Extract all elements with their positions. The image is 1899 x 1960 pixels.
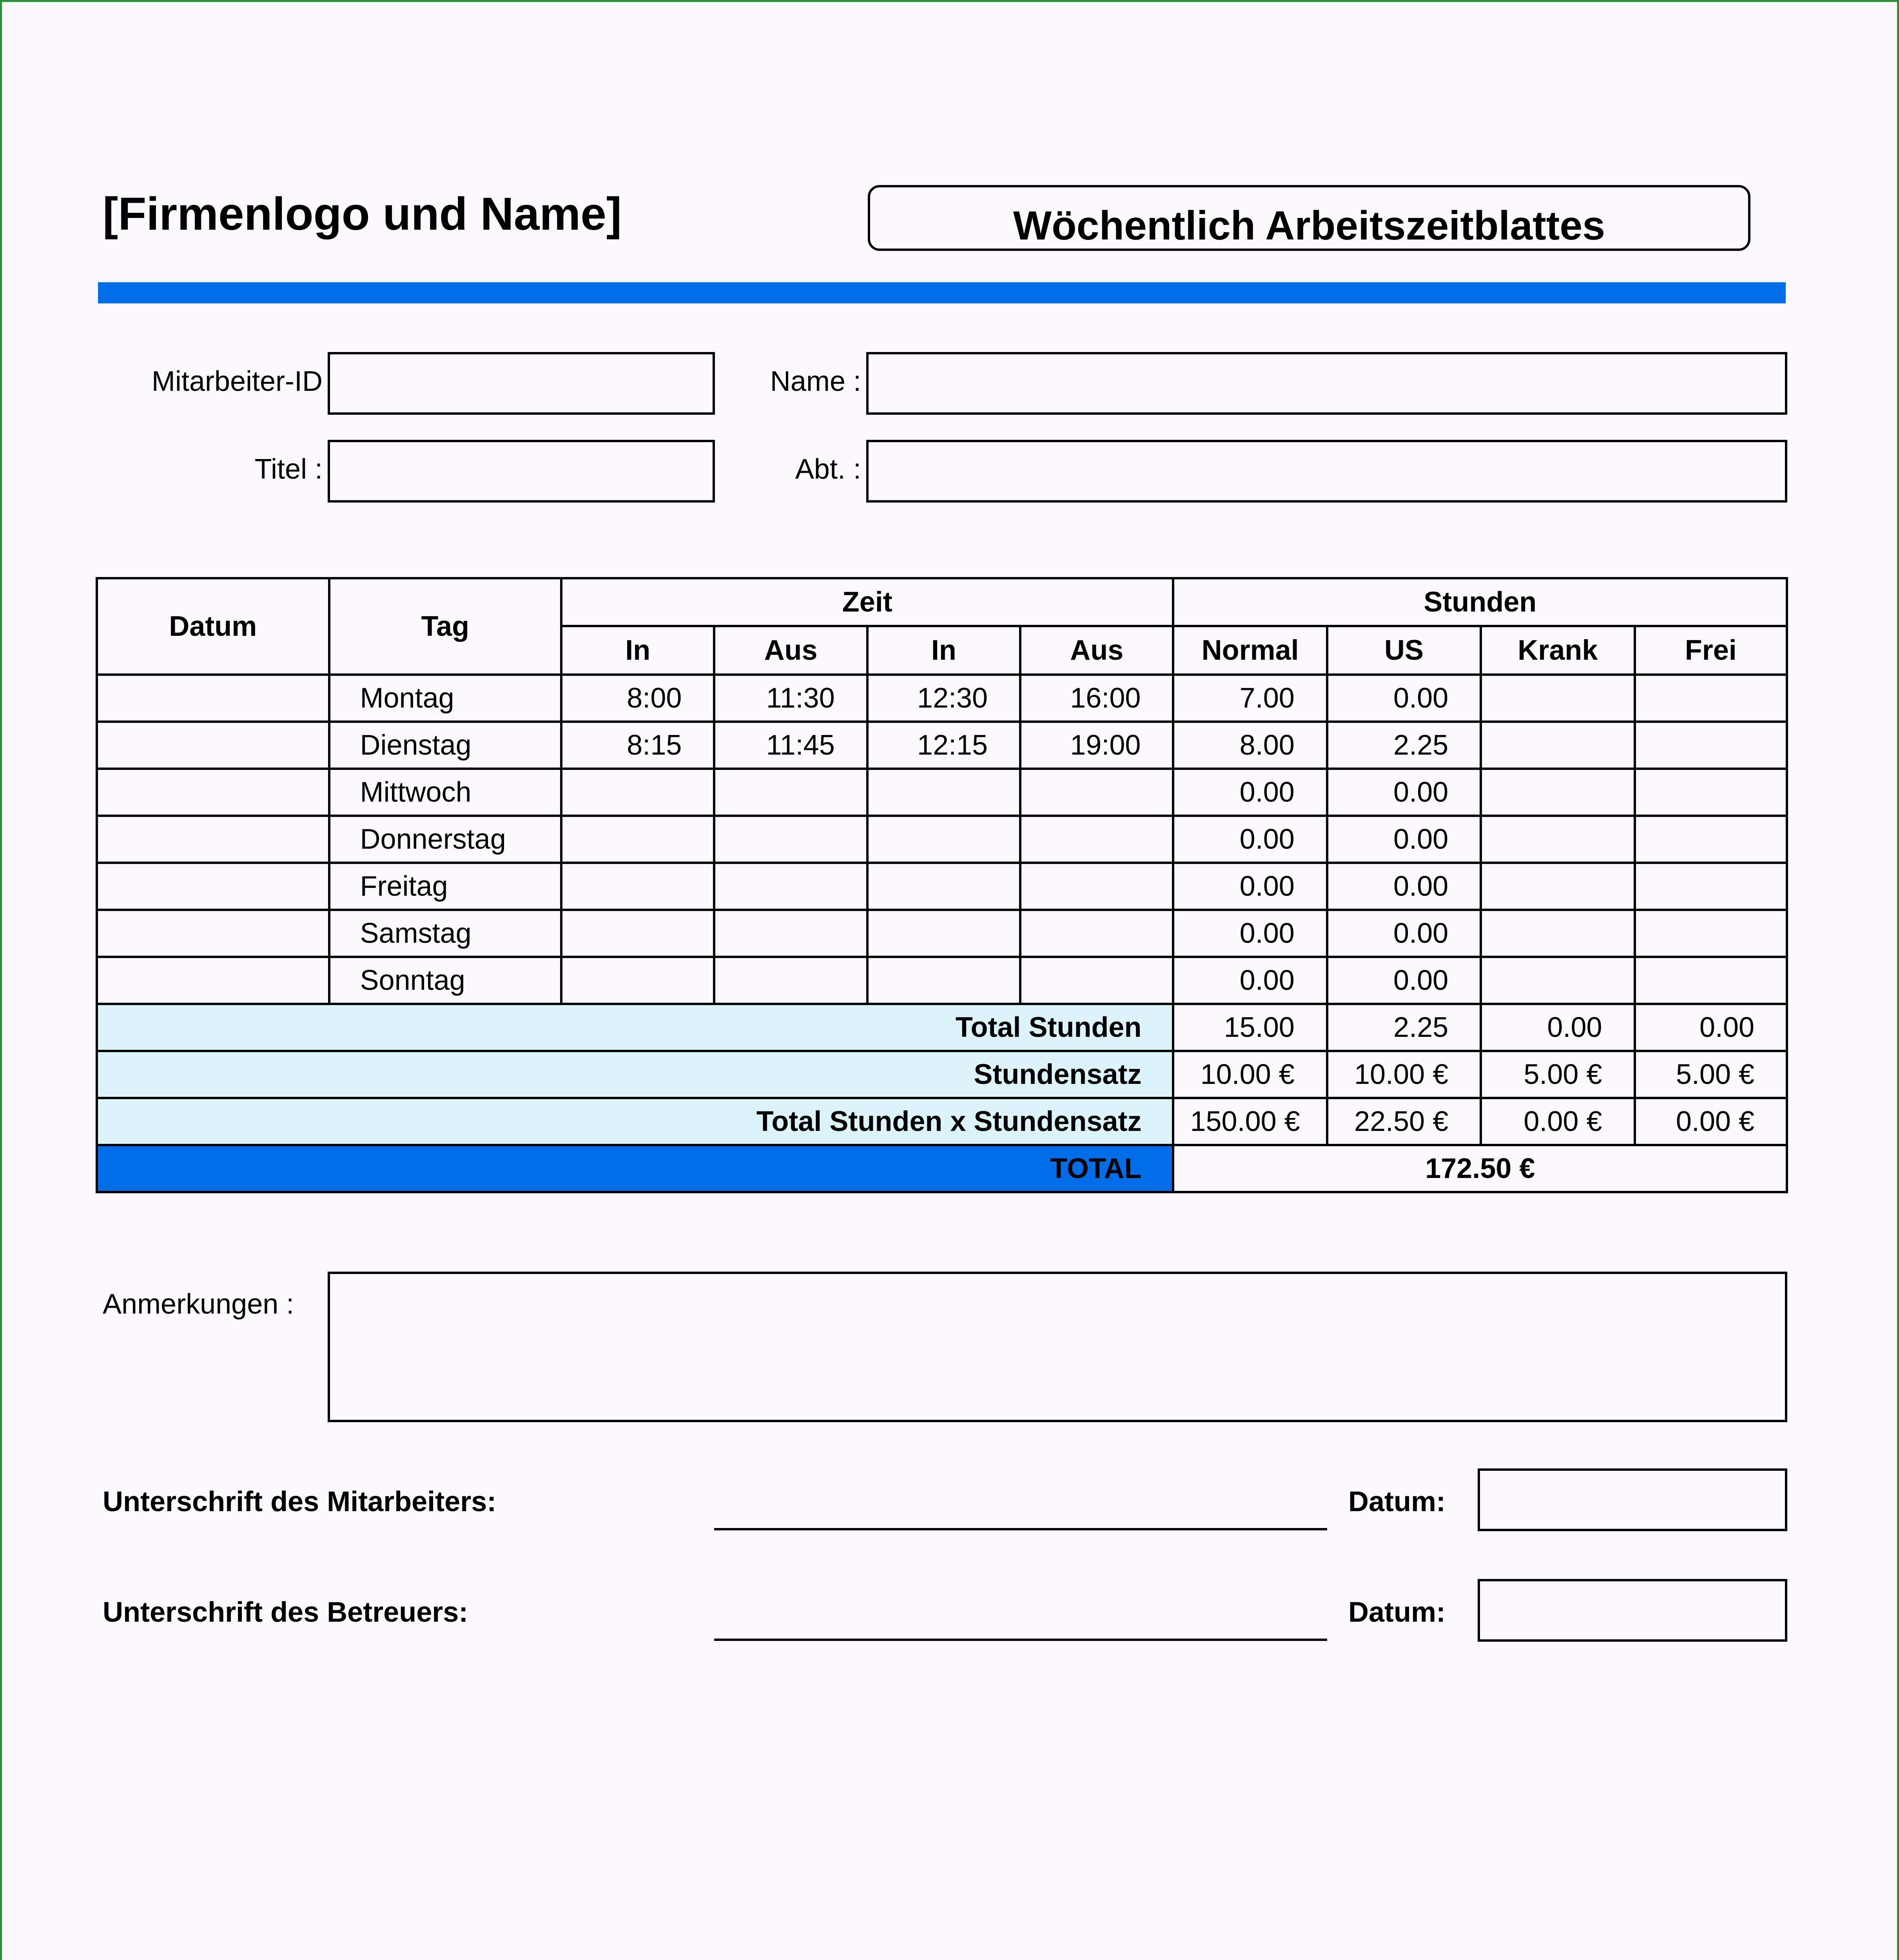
table-row: [97, 910, 1787, 957]
time-out-1-cell[interactable]: 11:30: [714, 675, 867, 722]
time-in-1-cell[interactable]: [561, 910, 714, 957]
sick-hours-cell[interactable]: [1481, 722, 1634, 769]
time-out-1-cell[interactable]: [714, 910, 867, 957]
time-in-2-cell[interactable]: 12:30: [867, 675, 1020, 722]
day-cell: Mittwoch: [329, 769, 562, 816]
total-normal-hours: 15.00: [1173, 1004, 1327, 1051]
date-cell[interactable]: [97, 957, 329, 1004]
date-cell[interactable]: [97, 910, 329, 957]
normal-hours-cell: 0.00: [1173, 769, 1327, 816]
sick-hours-cell[interactable]: [1481, 769, 1634, 816]
normal-hours-cell: 0.00: [1173, 816, 1327, 863]
time-in-1-cell[interactable]: [561, 957, 714, 1004]
document-title-box: [868, 185, 1750, 251]
supervisor-signature-line[interactable]: [714, 1639, 1327, 1641]
overtime-hours-cell: 0.00: [1327, 957, 1481, 1004]
overtime-hours-cell: 0.00: [1327, 910, 1481, 957]
col-header-normal: Normal: [1173, 626, 1327, 675]
grand-total-value: 172.50 €: [1173, 1145, 1787, 1192]
overtime-hours-cell: 2.25: [1327, 722, 1481, 769]
amount-normal: 150.00 €: [1173, 1098, 1327, 1145]
hourly-rate-row: [97, 1051, 1787, 1098]
total-hours-row: [97, 1004, 1787, 1051]
employee-id-field[interactable]: [328, 352, 715, 415]
col-header-in-1: In: [561, 626, 714, 675]
time-in-2-cell[interactable]: [867, 816, 1020, 863]
amount-sick: 0.00 €: [1481, 1098, 1634, 1145]
time-out-1-cell[interactable]: [714, 816, 867, 863]
employee-signature-label: Unterschrift des Mitarbeiters:: [103, 1486, 497, 1517]
free-hours-cell[interactable]: [1635, 957, 1787, 1004]
remarks-field[interactable]: [328, 1272, 1787, 1422]
sick-hours-cell[interactable]: [1481, 675, 1634, 722]
total-free-hours: 0.00: [1635, 1004, 1787, 1051]
free-hours-cell[interactable]: [1635, 863, 1787, 910]
col-header-krank: Krank: [1481, 626, 1634, 675]
supervisor-date-label: Datum:: [1348, 1597, 1446, 1628]
day-cell: Montag: [329, 675, 562, 722]
table-row: [97, 957, 1787, 1004]
remarks-label: Anmerkungen :: [103, 1289, 294, 1320]
time-out-2-cell[interactable]: [1020, 957, 1173, 1004]
total-sick-hours: 0.00: [1481, 1004, 1634, 1051]
time-in-2-cell[interactable]: [867, 863, 1020, 910]
col-header-in-2: In: [867, 626, 1020, 675]
time-in-1-cell[interactable]: [561, 769, 714, 816]
rate-normal[interactable]: 10.00 €: [1173, 1051, 1327, 1098]
time-out-2-cell[interactable]: [1020, 863, 1173, 910]
normal-hours-cell: 0.00: [1173, 863, 1327, 910]
overtime-hours-cell: 0.00: [1327, 863, 1481, 910]
company-logo-placeholder: [Firmenlogo und Name]: [103, 188, 622, 240]
free-hours-cell[interactable]: [1635, 769, 1787, 816]
col-header-aus-1: Aus: [714, 626, 867, 675]
timesheet-table: [96, 577, 1788, 1193]
supervisor-date-field[interactable]: [1478, 1579, 1787, 1642]
overtime-hours-cell: 0.00: [1327, 675, 1481, 722]
supervisor-signature-label: Unterschrift des Betreuers:: [103, 1597, 468, 1628]
time-out-1-cell[interactable]: [714, 957, 867, 1004]
grand-total-row: [97, 1145, 1787, 1192]
overtime-hours-cell: 0.00: [1327, 816, 1481, 863]
hours-times-rate-label: Total Stunden x Stundensatz: [97, 1098, 1173, 1145]
normal-hours-cell: 0.00: [1173, 957, 1327, 1004]
free-hours-cell[interactable]: [1635, 722, 1787, 769]
header-row-1: [97, 578, 1787, 626]
total-hours-label: Total Stunden: [97, 1004, 1173, 1051]
job-title-label: Titel :: [254, 454, 323, 485]
grand-total-label: TOTAL: [97, 1145, 1173, 1192]
time-in-1-cell[interactable]: 8:15: [561, 722, 714, 769]
employee-date-label: Datum:: [1348, 1486, 1446, 1517]
group-header-stunden: Stunden: [1173, 578, 1787, 626]
department-label: Abt. :: [795, 454, 861, 485]
date-cell[interactable]: [97, 816, 329, 863]
hourly-rate-label: Stundensatz: [97, 1051, 1173, 1098]
amount-overtime: 22.50 €: [1327, 1098, 1481, 1145]
date-cell[interactable]: [97, 675, 329, 722]
normal-hours-cell: 0.00: [1173, 910, 1327, 957]
day-cell: Freitag: [329, 863, 562, 910]
free-hours-cell[interactable]: [1635, 816, 1787, 863]
date-cell[interactable]: [97, 769, 329, 816]
time-out-2-cell[interactable]: [1020, 816, 1173, 863]
time-in-1-cell[interactable]: [561, 863, 714, 910]
day-cell: Samstag: [329, 910, 562, 957]
table-row: [97, 722, 1787, 769]
table-row: [97, 675, 1787, 722]
time-out-1-cell[interactable]: [714, 769, 867, 816]
time-in-2-cell[interactable]: [867, 910, 1020, 957]
time-in-1-cell[interactable]: [561, 816, 714, 863]
time-out-2-cell[interactable]: [1020, 769, 1173, 816]
free-hours-cell[interactable]: [1635, 910, 1787, 957]
sick-hours-cell[interactable]: [1481, 863, 1634, 910]
col-header-frei: Frei: [1635, 626, 1787, 675]
time-out-2-cell[interactable]: [1020, 910, 1173, 957]
sick-hours-cell[interactable]: [1481, 957, 1634, 1004]
employee-date-field[interactable]: [1478, 1468, 1787, 1531]
normal-hours-cell: 8.00: [1173, 722, 1327, 769]
col-header-aus-2: Aus: [1020, 626, 1173, 675]
day-cell: Sonntag: [329, 957, 562, 1004]
job-title-field[interactable]: [328, 440, 715, 503]
document-title: Wöchentlich Arbeitszeitblattes: [1013, 203, 1605, 249]
col-header-tag: Tag: [329, 578, 562, 675]
table-row: [97, 769, 1787, 816]
overtime-hours-cell: 0.00: [1327, 769, 1481, 816]
time-in-2-cell[interactable]: [867, 769, 1020, 816]
table-row: [97, 816, 1787, 863]
sick-hours-cell[interactable]: [1481, 910, 1634, 957]
group-header-zeit: Zeit: [561, 578, 1173, 626]
time-out-1-cell[interactable]: 11:45: [714, 722, 867, 769]
rate-overtime[interactable]: 10.00 €: [1327, 1051, 1481, 1098]
normal-hours-cell: 7.00: [1173, 675, 1327, 722]
name-field[interactable]: [866, 352, 1787, 415]
hours-times-rate-row: [97, 1098, 1787, 1145]
employee-id-label: Mitarbeiter-ID: [151, 366, 323, 397]
amount-free: 0.00 €: [1635, 1098, 1787, 1145]
department-field[interactable]: [866, 440, 1787, 503]
day-cell: Dienstag: [329, 722, 562, 769]
time-out-2-cell[interactable]: 16:00: [1020, 675, 1173, 722]
time-in-1-cell[interactable]: 8:00: [561, 675, 714, 722]
day-cell: Donnerstag: [329, 816, 562, 863]
time-in-2-cell[interactable]: 12:15: [867, 722, 1020, 769]
col-header-us: US: [1327, 626, 1481, 675]
date-cell[interactable]: [97, 722, 329, 769]
time-in-2-cell[interactable]: [867, 957, 1020, 1004]
col-header-datum: Datum: [97, 578, 329, 675]
time-out-1-cell[interactable]: [714, 863, 867, 910]
rate-free[interactable]: 5.00 €: [1635, 1051, 1787, 1098]
free-hours-cell[interactable]: [1635, 675, 1787, 722]
header-divider-bar: [98, 282, 1786, 303]
total-overtime-hours: 2.25: [1327, 1004, 1481, 1051]
date-cell[interactable]: [97, 863, 329, 910]
employee-signature-line[interactable]: [714, 1528, 1327, 1530]
rate-sick[interactable]: 5.00 €: [1481, 1051, 1634, 1098]
time-out-2-cell[interactable]: 19:00: [1020, 722, 1173, 769]
sick-hours-cell[interactable]: [1481, 816, 1634, 863]
name-label: Name :: [770, 366, 861, 397]
table-row: [97, 863, 1787, 910]
